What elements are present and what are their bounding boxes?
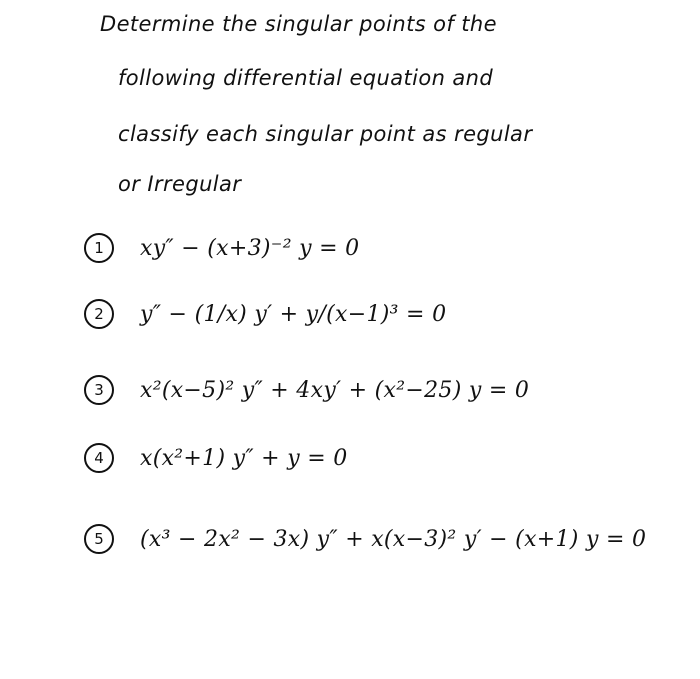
circled-number-5: 5 <box>84 524 114 554</box>
equation-5: (x³ − 2x² − 3x) y″ + x(x−3)² y′ − (x+1) y = 0 <box>140 526 647 552</box>
intro-line-2: following differential equation and <box>118 66 494 90</box>
equation-3: x²(x−5)² y″ + 4xy′ + (x²−25) y = 0 <box>140 377 530 403</box>
problem-item-4 <box>84 438 348 478</box>
intro-line-4: or Irregular <box>118 172 242 196</box>
problem-item-2 <box>84 294 446 334</box>
problem-item-5 <box>84 519 646 559</box>
equation-4: x(x²+1) y″ + y = 0 <box>140 445 348 471</box>
circled-number-4: 4 <box>84 443 114 473</box>
intro-line-3: classify each singular point as regular <box>118 122 533 146</box>
circled-number-3: 3 <box>84 375 114 405</box>
equation-1: xy″ − (x+3)⁻² y = 0 <box>140 235 360 261</box>
equation-2: y″ − (1/x) y′ + y/(x−1)³ = 0 <box>140 301 447 327</box>
circled-number-2: 2 <box>84 299 114 329</box>
problem-item-3 <box>84 370 529 410</box>
circled-number-1: 1 <box>84 233 114 263</box>
problem-item-1 <box>84 228 359 268</box>
intro-line-1: Determine the singular points of the <box>100 12 497 36</box>
